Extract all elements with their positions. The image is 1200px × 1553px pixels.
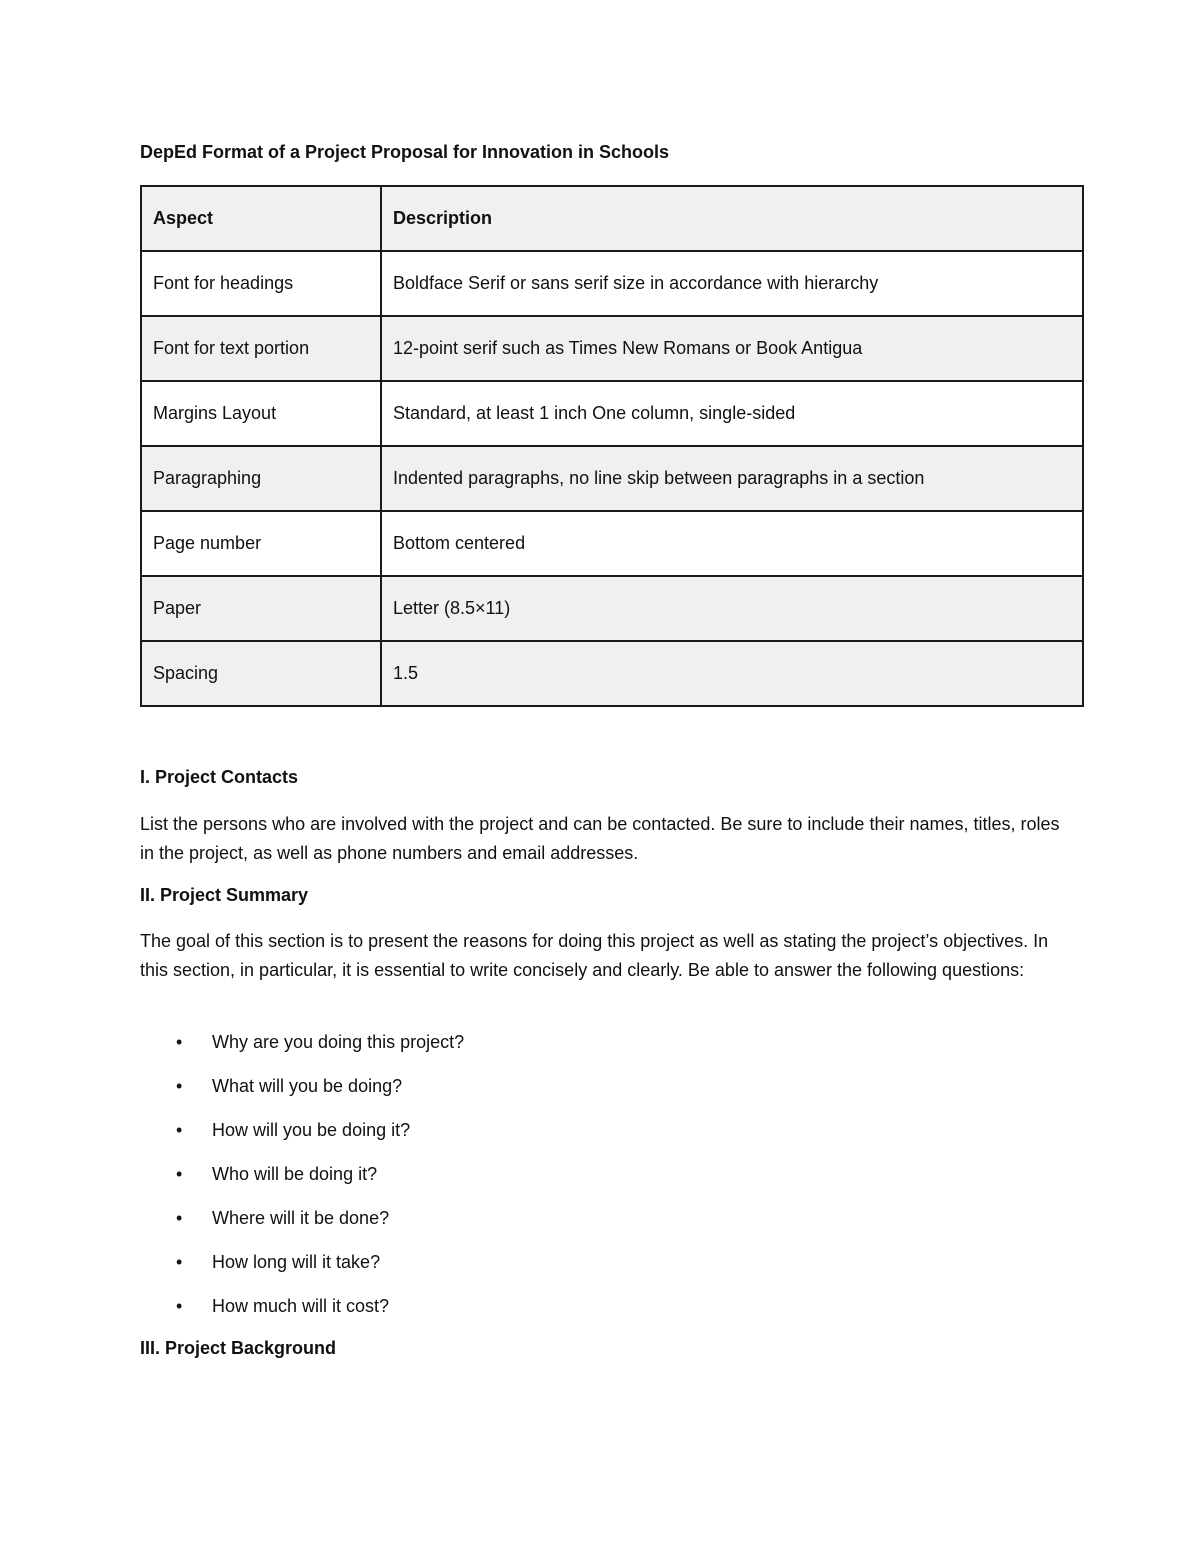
format-table [140, 185, 1084, 707]
project-contacts-paragraph: List the persons who are involved with the project and can be contacted. Be sure to include their names, titles, roles in the project, as well as phone numbers and email addresses. [140, 814, 1060, 863]
project-summary-paragraph: The goal of this section is to present the reasons for doing this project as well as stating the project’s objectives. In this section, in particular, it is essential to write concisely and clearly. Be able to answer the following questions: [140, 931, 1049, 980]
table-cell-description: Indented paragraphs, no line skip between paragraphs in a section [381, 446, 1083, 511]
bullet-icon: • [176, 1296, 183, 1316]
bullet-icon: • [176, 1076, 183, 1096]
table-cell-aspect: Paper [141, 576, 381, 641]
list-item-text: Where will it be done? [212, 1208, 390, 1228]
list-item-text: How will you be doing it? [212, 1120, 411, 1140]
list-item [140, 1072, 464, 1116]
list-item-text: What will you be doing? [212, 1076, 403, 1096]
section-heading-project-contacts: I. Project Contacts [140, 767, 299, 787]
table-cell-aspect: Paragraphing [141, 446, 381, 511]
list-item [140, 1204, 464, 1248]
table-row [141, 446, 1083, 511]
list-item [140, 1116, 464, 1160]
table-cell-description: Bottom centered [381, 511, 1083, 576]
list-item-text: Why are you doing this project? [212, 1032, 465, 1052]
table-cell-aspect: Font for headings [141, 251, 381, 316]
table-cell-description: 1.5 [381, 641, 1083, 706]
bullet-icon: • [176, 1252, 183, 1272]
bullet-icon: • [176, 1208, 183, 1228]
list-item [140, 1160, 464, 1204]
table-row [141, 381, 1083, 446]
table-row [141, 641, 1083, 706]
table-row [141, 251, 1083, 316]
table-cell-aspect: Page number [141, 511, 381, 576]
questions-list [140, 1028, 464, 1336]
list-item [140, 1248, 464, 1292]
document-title: DepEd Format of a Project Proposal for Innovation in Schools [140, 142, 670, 162]
table-cell-aspect: Spacing [141, 641, 381, 706]
table-cell-description: Boldface Serif or sans serif size in accordance with hierarchy [381, 251, 1083, 316]
bullet-icon: • [176, 1120, 183, 1140]
list-item-text: How much will it cost? [212, 1296, 390, 1316]
list-item [140, 1292, 464, 1336]
table-row [141, 316, 1083, 381]
section-heading-project-summary: II. Project Summary [140, 885, 309, 905]
table-cell-aspect: Font for text portion [141, 316, 381, 381]
table-cell-description: Letter (8.5×11) [381, 576, 1083, 641]
table-header-row [141, 186, 1083, 251]
table-header-aspect: Aspect [141, 186, 381, 251]
table-cell-description: 12-point serif such as Times New Romans or Book Antigua [381, 316, 1083, 381]
list-item [140, 1028, 464, 1072]
bullet-icon: • [176, 1164, 183, 1184]
bullet-icon: • [176, 1032, 183, 1052]
table-cell-aspect: Margins Layout [141, 381, 381, 446]
table-header-description: Description [381, 186, 1083, 251]
table-row [141, 576, 1083, 641]
list-item-text: How long will it take? [212, 1252, 381, 1272]
section-heading-project-background: III. Project Background [140, 1338, 337, 1358]
table-cell-description: Standard, at least 1 inch One column, single-sided [381, 381, 1083, 446]
list-item-text: Who will be doing it? [212, 1164, 378, 1184]
table-row [141, 511, 1083, 576]
